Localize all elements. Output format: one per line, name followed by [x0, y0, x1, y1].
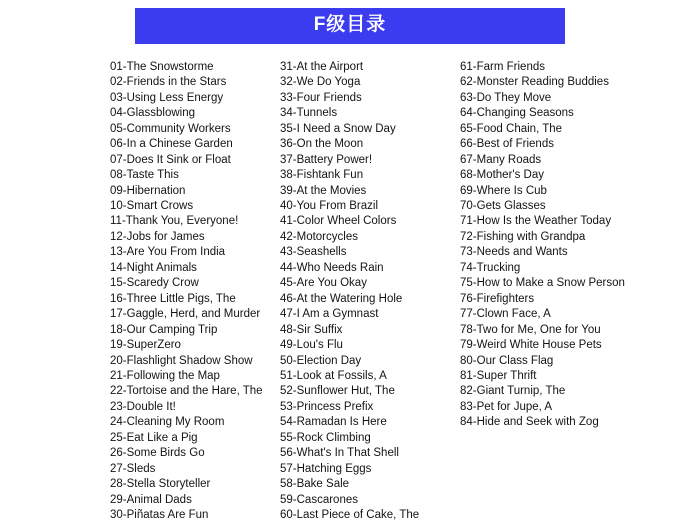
list-item: 46-At the Watering Hole [280, 292, 403, 305]
list-item: 06-In a Chinese Garden [110, 138, 233, 151]
list-item: 72-Fishing with Grandpa [460, 230, 586, 243]
list-item: 71-How Is the Weather Today [460, 215, 612, 228]
list-item: 13-Are You From India [110, 246, 226, 259]
list-item: 44-Who Needs Rain [280, 261, 384, 274]
list-item: 41-Color Wheel Colors [280, 215, 397, 228]
list-item: 31-At the Airport [280, 60, 364, 73]
list-item: 03-Using Less Energy [110, 91, 224, 104]
list-item: 51-Look at Fossils, A [280, 369, 387, 382]
list-item: 81-Super Thrift [460, 369, 537, 382]
list-item: 56-What's In That Shell [280, 447, 399, 460]
list-item: 38-Fishtank Fun [280, 169, 364, 182]
list-item: 17-Gaggle, Herd, and Murder [110, 308, 261, 321]
list-item: 34-Tunnels [280, 107, 338, 120]
list-item: 62-Monster Reading Buddies [460, 76, 609, 89]
list-item: 29-Animal Dads [110, 493, 192, 506]
list-item: 61-Farm Friends [460, 60, 545, 73]
list-item: 01-The Snowstorme [110, 60, 214, 73]
list-item: 05-Community Workers [110, 122, 231, 135]
list-item: 74-Trucking [460, 261, 521, 274]
list-item: 32-We Do Yoga [280, 76, 361, 89]
list-item: 64-Changing Seasons [460, 107, 574, 120]
list-item: 59-Cascarones [280, 493, 358, 506]
list-item: 22-Tortoise and the Hare, The [110, 385, 263, 398]
list-item: 39-At the Movies [280, 184, 367, 197]
list-item: 40-You From Brazil [280, 199, 379, 212]
list-item: 15-Scaredy Crow [110, 277, 199, 290]
list-item: 69-Where Is Cub [460, 184, 547, 197]
list-item: 08-Taste This [110, 169, 179, 182]
document-page [0, 8, 700, 522]
list-item: 75-How to Make a Snow Person [460, 277, 625, 290]
list-item: 50-Election Day [280, 354, 362, 367]
list-item: 12-Jobs for James [110, 230, 205, 243]
list-item: 70-Gets Glasses [460, 199, 546, 212]
list-item: 36-On the Moon [280, 138, 364, 151]
list-item: 76-Firefighters [460, 292, 535, 305]
list-item: 66-Best of Friends [460, 138, 554, 151]
list-item: 55-Rock Climbing [280, 431, 371, 444]
list-item: 82-Giant Turnip, The [460, 385, 566, 398]
list-item: 68-Mother's Day [460, 169, 545, 182]
list-item: 42-Motorcycles [280, 230, 358, 243]
catalog-columns [0, 60, 700, 523]
list-item: 37-Battery Power! [280, 153, 373, 166]
list-item: 73-Needs and Wants [460, 246, 568, 259]
list-item: 30-Piñatas Are Fun [110, 509, 209, 522]
list-item: 78-Two for Me, One for You [460, 323, 601, 336]
list-item: 04-Glassblowing [110, 107, 196, 120]
list-item: 77-Clown Face, A [460, 308, 551, 321]
page-title: F级目录 [135, 8, 565, 44]
list-item: 80-Our Class Flag [460, 354, 554, 367]
list-item: 18-Our Camping Trip [110, 323, 218, 336]
list-item: 54-Ramadan Is Here [280, 416, 387, 429]
list-item: 84-Hide and Seek with Zog [460, 416, 599, 429]
list-item: 02-Friends in the Stars [110, 76, 227, 89]
list-item: 11-Thank You, Everyone! [110, 215, 239, 228]
list-item: 10-Smart Crows [110, 199, 194, 212]
list-item: 53-Princess Prefix [280, 400, 374, 413]
list-item: 57-Hatching Eggs [280, 462, 372, 475]
list-item: 21-Following the Map [110, 369, 220, 382]
list-item: 16-Three Little Pigs, The [110, 292, 236, 305]
list-item: 49-Lou's Flu [280, 339, 343, 352]
list-item: 52-Sunflower Hut, The [280, 385, 395, 398]
catalog-column-2 [280, 60, 460, 523]
list-item: 35-I Need a Snow Day [280, 122, 396, 135]
list-item: 19-SuperZero [110, 339, 181, 352]
list-item: 79-Weird White House Pets [460, 339, 602, 352]
catalog-column-3 [460, 60, 660, 523]
list-item: 20-Flashlight Shadow Show [110, 354, 253, 367]
list-item: 83-Pet for Jupe, A [460, 400, 553, 413]
list-item: 58-Bake Sale [280, 478, 350, 491]
list-item: 63-Do They Move [460, 91, 552, 104]
list-item: 47-I Am a Gymnast [280, 308, 379, 321]
list-item: 60-Last Piece of Cake, The [280, 509, 420, 522]
list-item: 14-Night Animals [110, 261, 197, 274]
list-item: 25-Eat Like a Pig [110, 431, 198, 444]
catalog-column-1 [110, 60, 280, 523]
list-item: 67-Many Roads [460, 153, 542, 166]
list-item: 48-Sir Suffix [280, 323, 343, 336]
list-item: 33-Four Friends [280, 91, 362, 104]
list-item: 65-Food Chain, The [460, 122, 563, 135]
list-item: 09-Hibernation [110, 184, 186, 197]
list-item: 24-Cleaning My Room [110, 416, 225, 429]
list-item: 28-Stella Storyteller [110, 478, 211, 491]
list-item: 43-Seashells [280, 246, 347, 259]
list-item: 26-Some Birds Go [110, 447, 205, 460]
list-item: 23-Double It! [110, 400, 176, 413]
list-item: 45-Are You Okay [280, 277, 367, 290]
list-item: 27-Sleds [110, 462, 156, 475]
list-item: 07-Does It Sink or Float [110, 153, 231, 166]
